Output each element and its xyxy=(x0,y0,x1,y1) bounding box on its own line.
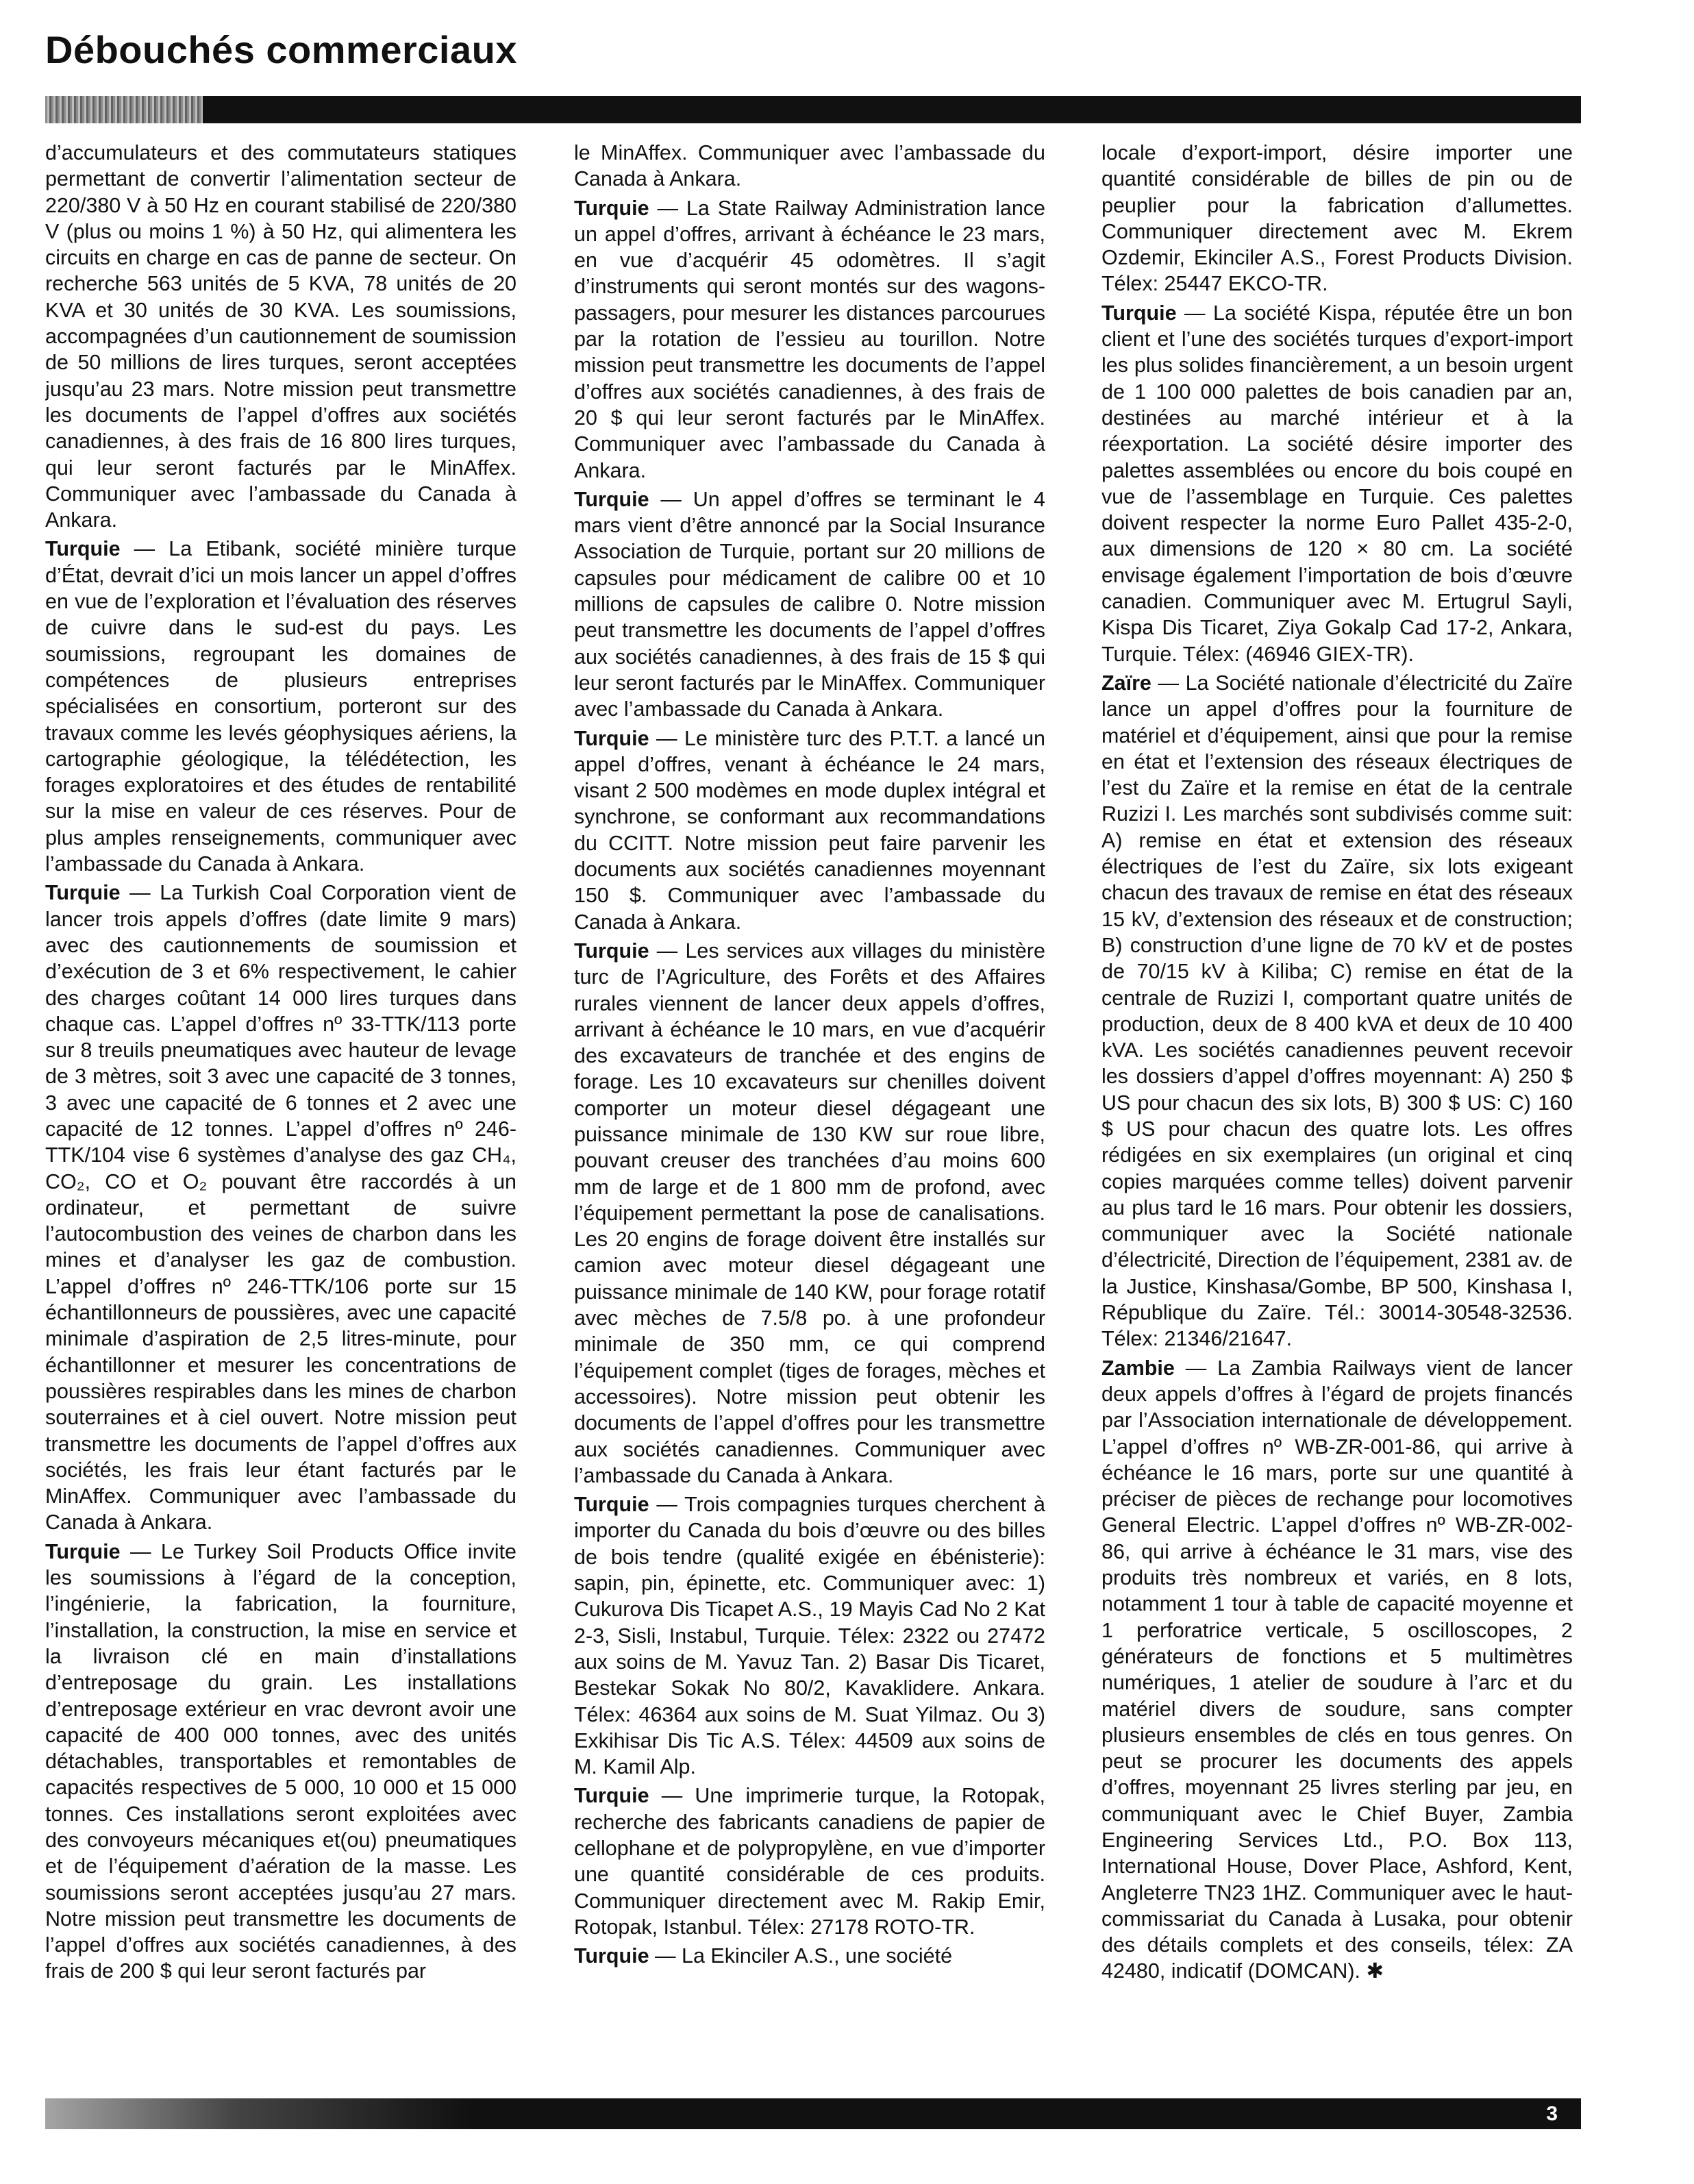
country-heading: Turquie xyxy=(574,726,649,750)
country-heading: Turquie xyxy=(574,1784,649,1808)
paragraph-text: — La State Railway Administration lance un appel d’offres, arrivant à échéance le 23 mars, en vue d’acquérir 45 odomètres. Il s’agit d’instruments qui seront montés sur des wagons-passagers, pour mesurer les distances parcourues par la rotation de l’essieu au tourillon. Notre mission peut transmettre les documents de l’appel d’offres aux sociétés canadiennes, à des frais de 20 $ qui leur seront facturés par le MinAffex. Communiquer avec l’ambassade du Canada à Ankara. xyxy=(574,196,1045,482)
paragraph-text: — La Société nationale d’électricité du Zaïre lance un appel d’offres pour la fourniture de matériel et d’équipement, ainsi que pour la remise en état et l’extension des réseaux électriques de l’est du Zaïre et la remise en état de la centrale Ruzizi I. Les marchés sont subdivisés comme suit: A) remise en état et extension des réseaux électriques de l’est du Zaïre, six lots exigeant chacun des travaux de remise en état des réseaux 15 kV, d’extension des réseaux et de construction; B) construction d’une ligne de 70 kV et de postes de 70/15 kV à Kiliba; C) remise en état de la centrale de Ruzizi I, comportant quatre unités de production, deux de 8 400 kVA et deux de 10 400 kVA. Les sociétés canadiennes peuvent recevoir les dossiers d’appel d’offres moyennant: A) 250 $ US pour chacun des six lots, B) 300 $ US: C) 160 $ US pour chacun des quatre lots. Les offres rédigées en six exemplaires (un original et cinq copies marquées comme telles) doivent parvenir au plus tard le 16 mars. Pour obtenir les dossiers, communiquer avec la Société nationale d’électricité, Direction de l’équipement, 2381 av. de la Justice, Kinshasa/Gombe, BP 500, Kinshasa I, République du Zaïre. Tél.: 30014-30548-32536. Télex: 21346/21647. xyxy=(1101,671,1573,1351)
column-2-paragraph-1 xyxy=(574,140,1045,193)
column-3-paragraph-1 xyxy=(1101,140,1573,297)
country-heading: Turquie xyxy=(574,487,649,511)
country-heading: Turquie xyxy=(45,537,121,561)
text-column-1 xyxy=(45,140,516,2092)
page-number: 3 xyxy=(1546,2102,1558,2125)
column-2-paragraph-3 xyxy=(574,486,1045,723)
column-1-paragraph-2 xyxy=(45,536,516,877)
footer-rule-band xyxy=(45,2098,1581,2129)
paragraph-text: locale d’export-import, désire importer une quantité considérable de billes de pin ou de peuplier pour la fabrication d’allumettes. Communiquer directement avec M. Ekrem Ozdemir, Ekinciler A.S., Forest Products Division. Télex: 25447 EKCO-TR. xyxy=(1101,141,1573,296)
country-heading: Zaïre xyxy=(1101,671,1151,695)
column-2-paragraph-2 xyxy=(574,195,1045,484)
header-rule-band xyxy=(45,96,1581,123)
paragraph-text: le MinAffex. Communiquer avec l’ambassade du Canada à Ankara. xyxy=(574,141,1045,191)
paragraph-text: — La Ekinciler A.S., une société xyxy=(649,1944,953,1968)
column-3-paragraph-3 xyxy=(1101,670,1573,1352)
page-title: Débouchés commerciaux xyxy=(45,28,517,71)
paragraph-text: d’accumulateurs et des commutateurs statiques permettant de convertir l’alimentation secteur de 220/380 V à 50 Hz en courant stabilisé de 220/380 V (plus ou moins 1 %) à 50 Hz, qui alimentera les circuits en charge en cas de panne de secteur. On recherche 563 unités de 5 KVA, 78 unités de 20 KVA et 30 unités de 30 KVA. Les soumissions, accompagnées d’un cautionnement de soumission de 50 millions de lires turques, seront acceptées jusqu’au 23 mars. Notre mission peut transmettre les documents de l’appel d’offres aux sociétés canadiennes, à des frais de 16 800 lires turques, qui leur seront facturés par le MinAffex. Communiquer avec l’ambassade du Canada à Ankara. xyxy=(45,141,516,532)
paragraph-text: — Les services aux villages du ministère turc de l’Agriculture, des Forêts et des Affaires rurales viennent de lancer deux appels d’offres, arrivant à échéance le 10 mars, en vue d’acquérir des excavateurs de tranchée et des engins de forage. Les 10 excavateurs sur chenilles doivent comporter un moteur diesel dégageant une puissance minimale de 130 KW sur roue libre, pouvant creuser des tranchées d’au moins 600 mm de large et de 1 800 mm de profond, avec l’équipement permettant la pose de canalisations. Les 20 engins de forage doivent être installés sur camion avec moteur diesel dégageant une puissance minimale de 140 KW, pour forage rotatif avec mèches de 7.5/8 po. à une profondeur minimale de 350 mm, ce qui comprend l’équipement complet (tiges de forages, mèches et accessoires). Notre mission peut obtenir les documents de l’appel d’offres pour les transmettre aux sociétés canadiennes. Communiquer avec l’ambassade du Canada à Ankara. xyxy=(574,939,1045,1487)
header-band-texture xyxy=(45,96,203,123)
column-1-paragraph-3 xyxy=(45,880,516,1535)
paragraph-text: — Un appel d’offres se terminant le 4 mars vient d’être annoncé par la Social Insurance Association de Turquie, portant sur 20 millions de capsules pour médicament de calibre 00 et 10 millions de capsules de calibre 0. Notre mission peut transmettre les documents de l’appel d’offres aux sociétés canadiennes, à des frais de 15 $ qui leur seront facturés par le MinAffex. Communiquer avec l’ambassade du Canada à Ankara. xyxy=(574,487,1045,721)
column-3-paragraph-4 xyxy=(1101,1355,1573,1985)
column-1-paragraph-1 xyxy=(45,140,516,533)
column-2-paragraph-8 xyxy=(574,1943,1045,1969)
paragraph-text: — La Etibank, société minière turque d’État, devrait d’ici un mois lancer un appel d’offres en vue de l’exploration et l’évaluation des réserves de cuivre dans le sud-est du pays. Les soumissions, regroupant les domaines de compétences de plusieurs entreprises spécialisées en consortium, porteront sur des travaux comme les levés géophysiques aériens, la cartographie géologique, la télédétection, les forages exploratoires et des études de rentabilité sur la mise en valeur de ces réserves. Pour de plus amples renseignements, communiquer avec l’ambassade du Canada à Ankara. xyxy=(45,537,516,876)
column-2-paragraph-7 xyxy=(574,1783,1045,1940)
column-2-paragraph-4 xyxy=(574,725,1045,935)
footer-band-texture xyxy=(45,2098,470,2129)
paragraph-text: — Le Turkey Soil Products Office invite les soumissions à l’égard de la conception, l’ingénierie, la fabrication, la fourniture, l’installation, la construction, la mise en service et la livraison clé en main d’installations d’entreposage du grain. Les installations d’entreposage extérieur en vrac devront avoir une capacité de 400 000 tonnes, avec des unités détachables, transportables et remontables de capacités respectives de 5 000, 10 000 et 15 000 tonnes. Ces installations seront exploitées avec des convoyeurs mécaniques et(ou) pneumatiques et de l’équipement d’aération de la masse. Les soumissions seront acceptées jusqu’au 27 mars. Notre mission peut transmettre les documents de l’appel d’offres aux sociétés canadiennes, à des frais de 200 $ qui leur seront facturés par xyxy=(45,1539,516,1983)
country-heading: Turquie xyxy=(574,196,649,220)
country-heading: Turquie xyxy=(574,1493,649,1517)
country-heading: Turquie xyxy=(45,1539,121,1563)
country-heading: Turquie xyxy=(45,881,121,905)
column-3-paragraph-2 xyxy=(1101,300,1573,667)
paragraph-text: — La société Kispa, réputée être un bon client et l’une des sociétés turques d’export-import les plus solides financièrement, a un besoin urgent de 1 100 000 palettes de bois canadien par an, destinées au marché intérieur et à la réexportation. La société désire importer des palettes assemblées ou encore du bois coupé en vue de l’assemblage en Turquie. Ces palettes doivent respecter la norme Euro Pallet 435-2-0, aux dimensions de 120 × 80 cm. La société envisage également l’importation de bois d’œuvre canadien. Communiquer avec M. Ertugrul Sayli, Kispa Dis Ticaret, Ziya Gokalp Cad 17-2, Ankara, Turquie. Télex: (46946 GIEX-TR). xyxy=(1101,301,1573,666)
country-heading: Zambie xyxy=(1101,1356,1175,1380)
paragraph-text: — Le ministère turc des P.T.T. a lancé un appel d’offres, venant à échéance le 24 mars, visant 2 500 modèmes en mode duplex intégral et synchrone, se conformant aux recommandations du CCITT. Notre mission peut faire parvenir les documents aux sociétés canadiennes moyennant 150 $. Communiquer avec l’ambassade du Canada à Ankara. xyxy=(574,726,1045,934)
paragraph-text: — La Turkish Coal Corporation vient de lancer trois appels d’offres (date limite 9 mars) avec des cautionnements de soumission et d’exécution de 3 et 6% respectivement, le cahier des charges coûtant 14 000 lires turques dans chaque cas. L’appel d’offres nº 33-TTK/113 porte sur 8 treuils pneumatiques avec hauteur de levage de 3 mètres, soit 3 avec une capacité de 3 tonnes, 3 avec une capacité de 6 tonnes et 2 avec une capacité de 12 tonnes. L’appel d’offres nº 246-TTK/104 vise 6 systèmes d’analyse des gaz CH₄, CO₂, CO et O₂ pouvant être raccordés à un ordinateur, et permettant de suivre l’autocombustion des veines de charbon dans les mines et d’analyser les gaz de combustion. L’appel d’offres nº 246-TTK/106 porte sur 15 échantillonneurs de poussières, avec une capacité minimale d’aspiration de 2,5 litres-minute, pour échantillonner et mesurer les concentrations de poussières respirables dans les mines de charbon souterraines et à ciel ouvert. Notre mission peut transmettre les documents de l’appel d’offres aux sociétés, les frais leur étant facturés par le MinAffex. Communiquer avec l’ambassade du Canada à Ankara. xyxy=(45,881,516,1535)
country-heading: Turquie xyxy=(1101,301,1177,325)
text-column-3 xyxy=(1101,140,1573,2092)
country-heading: Turquie xyxy=(574,939,649,963)
column-1-paragraph-4 xyxy=(45,1539,516,1985)
paragraph-text: — Trois compagnies turques cherchent à importer du Canada du bois d’œuvre ou des billes de bois tendre (qualité exigée en ébénisterie): sapin, pin, épinette, etc. Communiquer avec: 1) Cukurova Dis Ticapet A.S., 19 Mayis Cad No 2 Kat 2-3, Sisli, Instabul, Turquie. Télex: 2322 ou 27472 aux soins de M. Yavuz Tan. 2) Basar Dis Ticaret, Bestekar Sokak No 80/2, Kavaklidere. Ankara. Télex: 46364 aux soins de M. Suat Yilmaz. Ou 3) Exkihisar Dis Tic A.S. Télex: 44509 aux soins de M. Kamil Alp. xyxy=(574,1493,1045,1779)
paragraph-text: — Une imprimerie turque, la Rotopak, recherche des fabricants canadiens de papier de cellophane et de polypropylène, en vue d’importer une quantité considérable de ces produits. Communiquer directement avec M. Rakip Emir, Rotopak, Istanbul. Télex: 27178 ROTO-TR. xyxy=(574,1784,1045,1939)
column-2-paragraph-5 xyxy=(574,938,1045,1489)
country-heading: Turquie xyxy=(574,1944,649,1968)
column-2-paragraph-6 xyxy=(574,1491,1045,1780)
paragraph-text: — La Zambia Railways vient de lancer deux appels d’offres à l’égard de projets financés par l’Association internationale de développement. L’appel d’offres nº WB-ZR-001-86, qui arrive à échéance le 16 mars, porte sur une quantité à préciser de pièces de rechange pour locomotives General Electric. L’appel d’offres nº WB-ZR-002-86, qui arrive à échéance le 31 mars, vise des produits très nombreux et variés, en 8 lots, notamment 1 tour à table de capacité moyenne et 1 perforatrice verticale, 5 oscilloscopes, 2 générateurs de fonctions et 5 multimètres numériques, 1 atelier de soudure à l’arc et du matériel divers de soudure, sans compter plusieurs ensembles de clés en tous genres. On peut se procurer les documents des appels d’offres, moyennant 25 livres sterling par jeu, en communiquant avec le Chief Buyer, Zambia Engineering Services Ltd., P.O. Box 113, International House, Dover Place, Ashford, Kent, Angleterre TN23 1HZ. Communiquer avec le haut-commissariat du Canada à Lusaka, pour obtenir des détails complets et des conseils, télex: ZA 42480, indicatif (DOMCAN). ✱ xyxy=(1101,1356,1573,1983)
text-column-2 xyxy=(574,140,1045,2092)
